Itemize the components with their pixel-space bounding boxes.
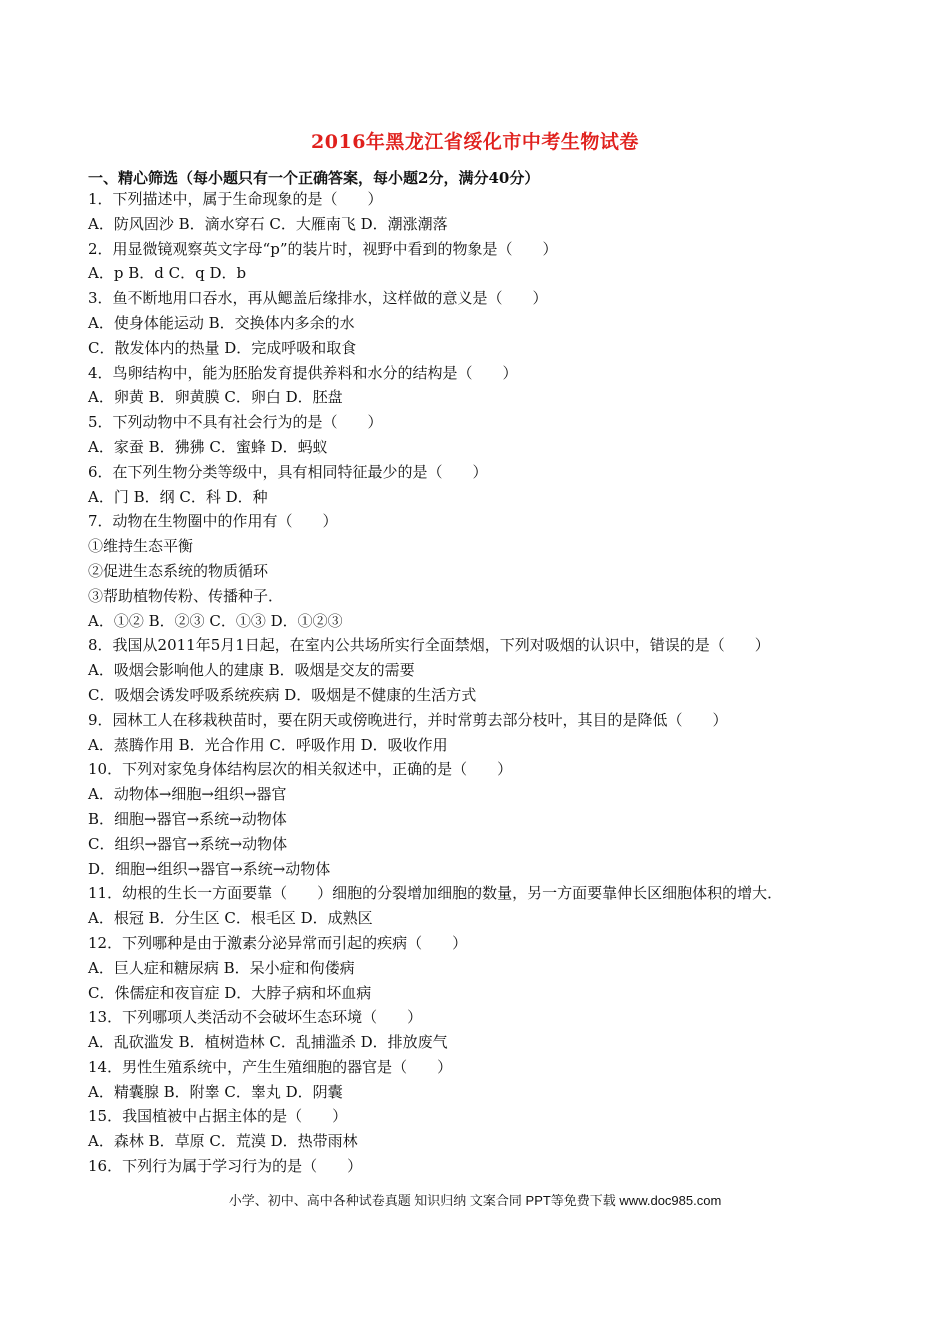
answer-line: ③帮助植物传粉、传播种子． bbox=[88, 586, 284, 605]
question-stem: 14．男性生殖系统中，产生生殖细胞的器官是（ ） bbox=[88, 1057, 453, 1076]
answer-line: C．吸烟会诱发呼吸系统疾病 D．吸烟是不健康的生活方式 bbox=[88, 685, 477, 704]
answer-line: A．森林 B．草原 C．荒漠 D．热带雨林 bbox=[88, 1132, 358, 1151]
answer-line: A．防风固沙 B．滴水穿石 C．大雁南飞 D．潮涨潮落 bbox=[88, 214, 448, 233]
answer-line: A．蒸腾作用 B．光合作用 C．呼吸作用 D．吸收作用 bbox=[88, 735, 448, 754]
question-stem: 9．园林工人在移栽秧苗时，要在阴天或傍晚进行，并时常剪去部分枝叶，其目的是降低（ ） bbox=[88, 710, 728, 729]
answer-line: C．散发体内的热量 D．完成呼吸和取食 bbox=[88, 338, 357, 357]
question-stem: 4．鸟卵结构中，能为胚胎发育提供养料和水分的结构是（ ） bbox=[88, 363, 518, 382]
question-stem: 5．下列动物中不具有社会行为的是（ ） bbox=[88, 413, 383, 432]
question-stem: 10．下列对家兔身体结构层次的相关叙述中，正确的是（ ） bbox=[88, 760, 513, 779]
page-title: 2016年黑龙江省绥化市中考生物试卷 bbox=[311, 131, 639, 153]
answer-line: A．p B．d C．q D．b bbox=[88, 264, 247, 283]
question-stem: 15．我国植被中占据主体的是（ ） bbox=[88, 1107, 348, 1126]
answer-line: B．细胞→器官→系统→动物体 bbox=[88, 809, 287, 828]
answer-line: D．细胞→组织→器官→系统→动物体 bbox=[88, 859, 331, 878]
answer-line: C．侏儒症和夜盲症 D．大脖子病和坏血病 bbox=[88, 983, 372, 1002]
question-stem: 13．下列哪项人类活动不会破坏生态环境（ ） bbox=[88, 1008, 423, 1027]
answer-line: A．巨人症和糖尿病 B．呆小症和佝偻病 bbox=[88, 958, 355, 977]
answer-line: A．动物体→细胞→组织→器官 bbox=[88, 785, 287, 804]
answer-line: A．卵黄 B．卵黄膜 C．卵白 D．胚盘 bbox=[88, 388, 343, 407]
question-stem: 8．我国从2011年5月1日起，在室内公共场所实行全面禁烟，下列对吸烟的认识中，错误的是（ ） bbox=[88, 636, 770, 655]
answer-line: A．乱砍滥发 B．植树造林 C．乱捕滥杀 D．排放废气 bbox=[88, 1033, 448, 1052]
question-stem: 16．下列行为属于学习行为的是（ ） bbox=[88, 1157, 363, 1176]
question-stem: 7．动物在生物圈中的作用有（ ） bbox=[88, 512, 338, 531]
section-heading: 一、精心筛选（每小题只有一个正确答案，每小题2分，满分40分） bbox=[88, 169, 540, 187]
answer-line: A．吸烟会影响他人的建康 B．吸烟是交友的需要 bbox=[88, 661, 415, 680]
answer-line: A．根冠 B．分生区 C．根毛区 D．成熟区 bbox=[88, 909, 373, 928]
answer-line: A．①② B．②③ C．①③ D．①②③ bbox=[88, 611, 343, 630]
question-stem: 1．下列描述中，属于生命现象的是（ ） bbox=[88, 190, 383, 208]
question-list bbox=[88, 187, 868, 1179]
answer-line: A．使身体能运动 B．交换体内多余的水 bbox=[88, 313, 355, 332]
question-stem: 11．幼根的生长一方面要靠（ ）细胞的分裂增加细胞的数量，另一方面要靠伸长区细胞体积的增大． bbox=[88, 884, 783, 903]
page-footer: 小学、初中、高中各种试卷真题 知识归纳 文案合同 PPT等免费下载 www.doc985.com bbox=[228, 1193, 722, 1208]
answer-line: ①维持生态平衡 bbox=[88, 537, 194, 556]
answer-line: A．家蚕 B．狒狒 C．蜜蜂 D．蚂蚁 bbox=[88, 437, 328, 456]
question-stem: 12．下列哪种是由于激素分泌异常而引起的疾病（ ） bbox=[88, 933, 468, 952]
answer-line: A．精囊腺 B．附睾 C．睾丸 D．阴囊 bbox=[88, 1082, 343, 1101]
answer-line: A．门 B．纲 C．科 D．种 bbox=[88, 487, 268, 506]
answer-line: C．组织→器官→系统→动物体 bbox=[88, 834, 288, 853]
question-stem: 3．鱼不断地用口吞水，再从鳃盖后缘排水，这样做的意义是（ ） bbox=[88, 289, 548, 308]
answer-line: ②促进生态系统的物质循环 bbox=[88, 561, 269, 580]
question-stem: 6．在下列生物分类等级中，具有相同特征最少的是（ ） bbox=[88, 462, 488, 481]
question-stem: 2．用显微镜观察英文字母“p”的装片时，视野中看到的物象是（ ） bbox=[88, 239, 558, 258]
